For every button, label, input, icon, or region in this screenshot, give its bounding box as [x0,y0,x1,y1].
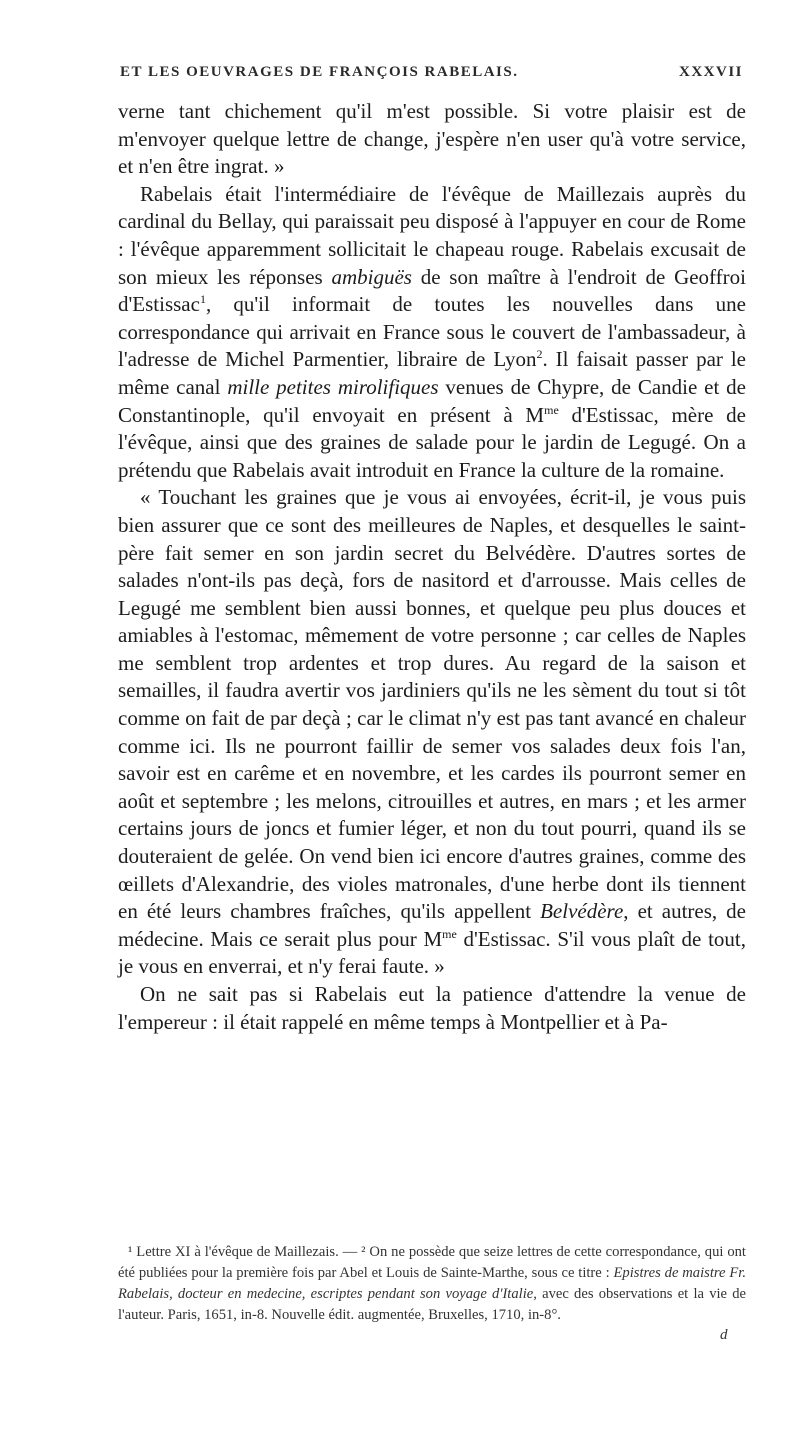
text-run: venues de Chypre, de Candie et de Constantinople, qu'il envoyait en présent à M [118,374,746,427]
running-title: ET LES OEUVRAGES DE FRANÇOIS RABELAIS. [120,64,519,80]
text-run: Rabelais était l'intermédiaire de l'évêque de Maillezais auprès du cardinal du Bellay, qui paraissait peu disposé à l'appuyer en cour de Rome : l'évêque apparemment sollicitait le chapeau rouge. Rabelais excusait de son mieux les réponses [118,181,746,289]
footnotes [118,1242,746,1326]
text-run: « Touchant les graines que je vous ai envoyées, écrit-il, je vous puis bien assurer que ce sont des meilleures de Naples, et desquelles le saint-père fait semer en son jardin secret du Belvédère. D'autres sortes de salades n'ont-ils pas deçà, fors de nasitord et d'arrousse. Mais celles de Legugé me semblent bien aussi bonnes, et quelque peu plus douces et amiables à l'estomac, mêmement de votre personne ; car celles de Naples me semblent trop ardentes et trop dures. Au regard de la saison et semailles, il faudra avertir vos jardiniers qu'ils ne les sèment du tout si tôt comme on fait de par deçà ; car le climat n'y est pas tant avancé en chaleur comme ici. Ils ne pourront faillir de semer vos salades deux fois l'an, savoir est en carême et en novembre, et les cardes ils pourront semer en août et septembre ; les melons, citrouilles et autres, en mars ; et les armer certains jours de joncs et fumier léger, et non du tout pourri, quand ils se douteraient de gelée. On vend bien ici encore d'autres graines, comme des œillets d'Alexandrie, des violes matronales, d'une herbe dont ils tiennent en été leurs chambres fraîches, qu'ils appellent [118,485,746,924]
italic-run: Epistres de maistre Fr. Rabelais, docteur en medecine, escriptes pendant son voyage d'Italie, [118,1265,746,1302]
signature-mark: d [720,1327,728,1343]
text-run: d'Estissac. S'il vous plaît de tout, je vous en enverrai, et n'y ferai faute. » [118,926,746,979]
paragraph-1: verne tant chichement qu'il m'est possible. Si votre plaisir est de m'envoyer quelque lettre de change, j'espère n'en user qu'à votre service, et n'en être ingrat. » [118,99,746,179]
italic-run: Belvédère [540,899,624,924]
paragraph-2 [118,181,746,485]
footnote-text [118,1242,746,1326]
text-run: , et autres, de médecine. Mais ce serait plus pour M [118,899,746,951]
footnote-ref: 2 [536,347,543,362]
text-run: ¹ Lettre XI à l'évêque de Maillezais. — ² On ne possède que seize lettres de cette correspondance, qui ont été publiées pour la première fois par Abel et Louis de Sainte-Marthe, sous ce titre : [118,1244,746,1281]
superscript: me [442,926,457,941]
footnote-ref: 1 [199,292,206,307]
running-head [118,64,743,88]
text-run: , qu'il informait de toutes les nouvelles dans une correspondance qui arrivait en France sous le couvert de l'ambassadeur, à l'adresse de Michel Parmentier, libraire de Lyon [118,292,746,372]
page-number: XXXVII [678,64,743,80]
italic-run: ambiguës [331,264,412,289]
text-run: d'Estissac, mère de l'évêque, ainsi que des graines de salade pour le jardin de Legugé. On a prétendu que Rabelais avait introduit en France la culture de la romaine. [118,402,746,482]
text-run: . Il faisait passer par le même canal [118,347,746,399]
text-run: de son maître à l'endroit de Geoffroi d'Estissac [118,264,746,317]
paragraph-3-quote [118,484,746,981]
body-text [118,98,746,1036]
text-run: avec des observations et la vie de l'auteur. Paris, 1651, in-8. Nouvelle édit. augmentée, Bruxelles, 1710, in-8°. [118,1286,747,1323]
paragraph-4: On ne sait pas si Rabelais eut la patience d'attendre la venue de l'empereur : il était rappelé en même temps à Montpellier et à Pa- [118,982,746,1034]
italic-run: mille petites mirolifiques [227,374,439,399]
superscript: me [544,402,559,417]
